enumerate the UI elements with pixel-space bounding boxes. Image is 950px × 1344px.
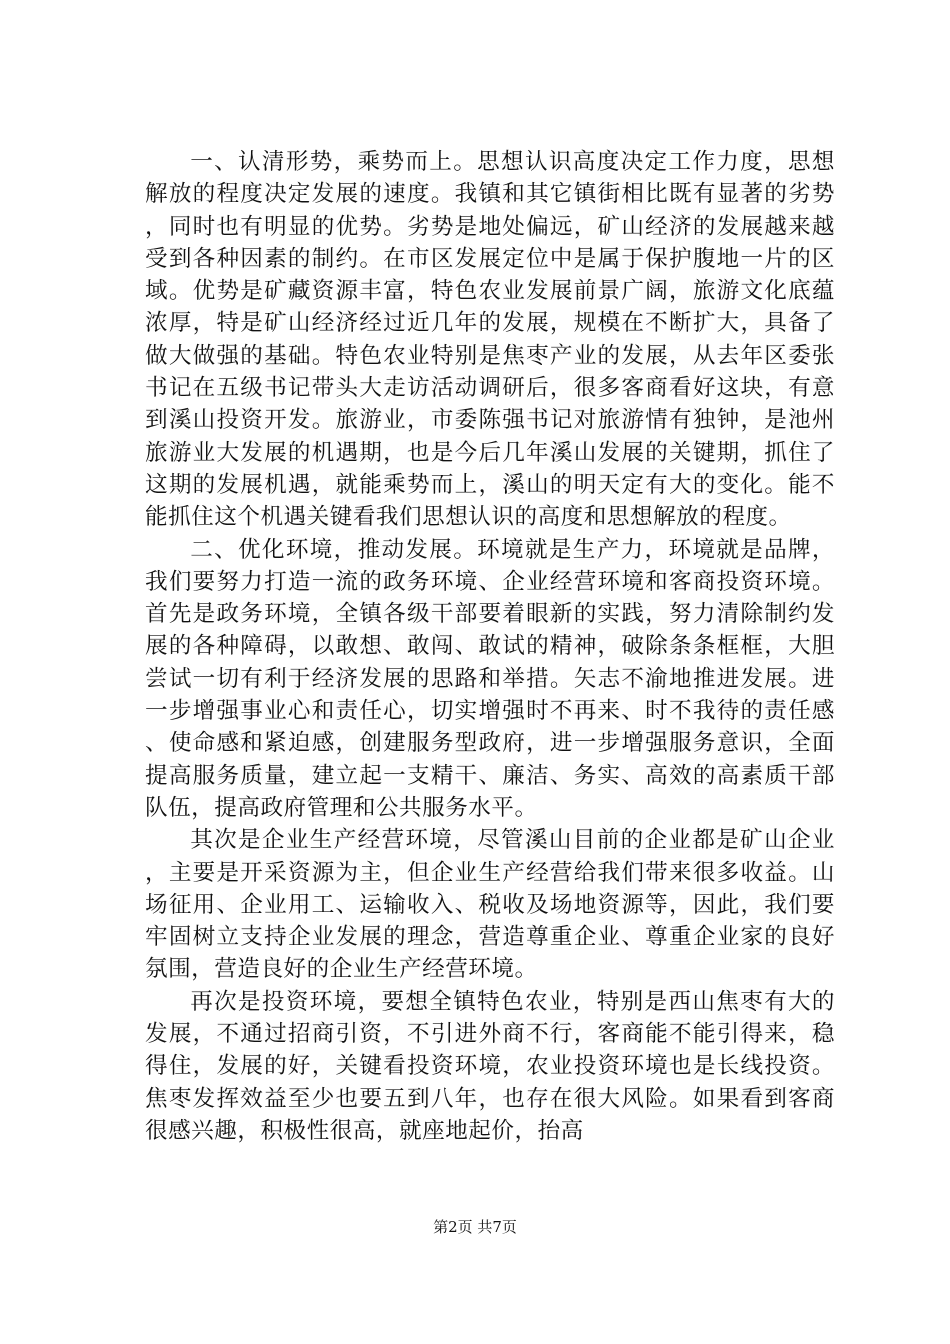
page-number-footer: 第2页 共7页	[433, 1218, 517, 1236]
paragraph-4: 再次是投资环境，要想全镇特色农业，特别是西山焦枣有大的发展，不通过招商引资，不引进外商不行，客商能不能引得来，稳得住，发展的好，关键看投资环境，农业投资环境也是长线投资。焦枣发挥效益至少也要五到八年，也存在很大风险。如果看到客商很感兴趣，积极性很高，就座地起价，抬高	[145, 988, 835, 1144]
paragraph-1: 一、认清形势，乘势而上。思想认识高度决定工作力度，思想解放的程度决定发展的速度。我镇和其它镇街相比既有显著的劣势，同时也有明显的优势。劣势是地处偏远，矿山经济的发展越来越受到各种因素的制约。在市区发展定位中是属于保护腹地一片的区域。优势是矿藏资源丰富，特色农业发展前景广阔，旅游文化底蕴浓厚，特是矿山经济经过近几年的发展，规模在不断扩大，具备了做大做强的基础。特色农业特别是焦枣产业的发展，从去年区委张书记在五级书记带头大走访活动调研后，很多客商看好这块，有意到溪山投资开发。旅游业，市委陈强书记对旅游情有独钟，是池州旅游业大发展的机遇期，也是今后几年溪山发展的关键期，抓住了这期的发展机遇，就能乘势而上，溪山的明天定有大的变化。能不能抓住这个机遇关键看我们思想认识的高度和思想解放的程度。	[145, 149, 835, 531]
paragraph-3: 其次是企业生产经营环境，尽管溪山目前的企业都是矿山企业，主要是开采资源为主，但企业生产经营给我们带来很多收益。山场征用、企业用工、运输收入、税收及场地资源等，因此，我们要牢固树立支持企业发展的理念，营造尊重企业、尊重企业家的良好氛围，营造良好的企业生产经营环境。	[145, 827, 835, 983]
document-body	[145, 146, 835, 1147]
paragraph-2: 二、优化环境，推动发展。环境就是生产力，环境就是品牌，我们要努力打造一流的政务环境、企业经营环境和客商投资环境。首先是政务环境，全镇各级干部要着眼新的实践，努力清除制约发展的各种障碍，以敢想、敢闯、敢试的精神，破除条条框框，大胆尝试一切有利于经济发展的思路和举措。矢志不渝地推进发展。进一步增强事业心和责任心，切实增强时不再来、时不我待的责任感、使命感和紧迫感，创建服务型政府，进一步增强服务意识，全面提高服务质量，建立起一支精干、廉洁、务实、高效的高素质干部队伍，提高政府管理和公共服务水平。	[145, 536, 835, 821]
